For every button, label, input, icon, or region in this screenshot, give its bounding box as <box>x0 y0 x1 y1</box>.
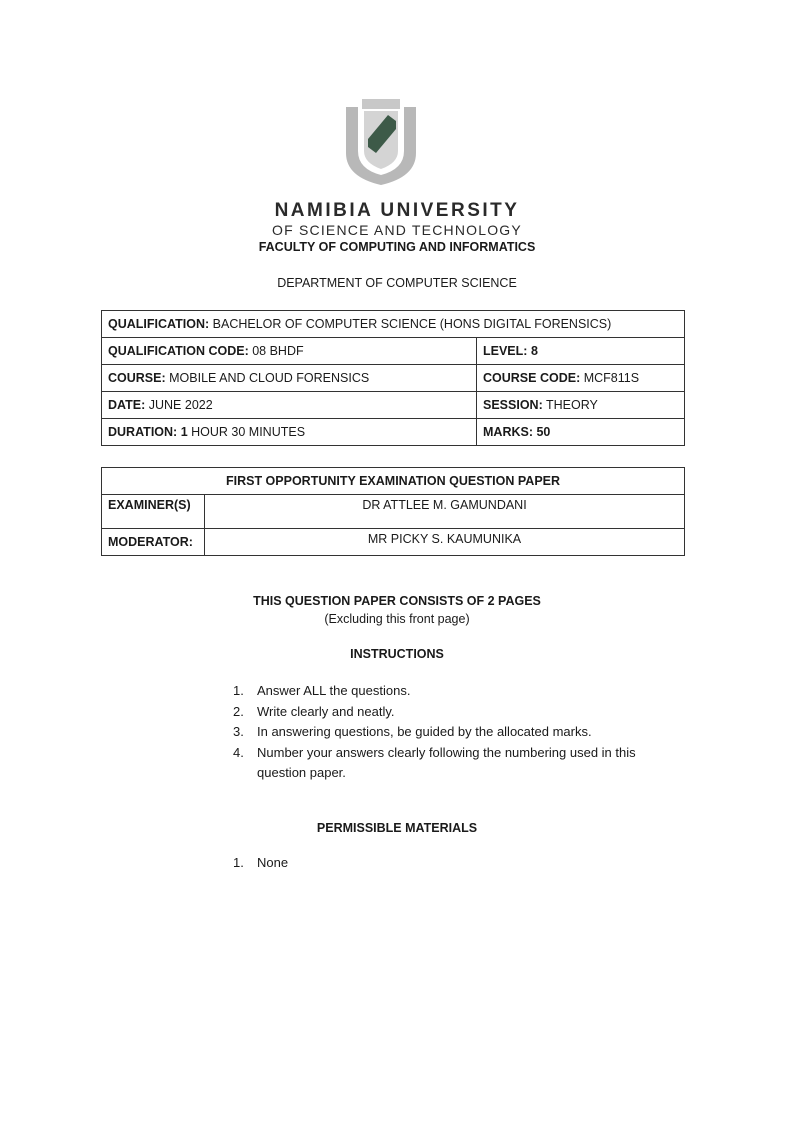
instructions-list <box>233 681 673 784</box>
exam-title: FIRST OPPORTUNITY EXAMINATION QUESTION PAPER <box>102 468 685 495</box>
list-item-text: Number your answers clearly following the numbering used in this question paper. <box>257 744 636 780</box>
list-item-number: 4. <box>233 744 244 760</box>
level-cell <box>477 338 685 365</box>
marks-value: 50 <box>536 425 551 439</box>
qualification-code-cell <box>102 338 477 365</box>
session-label: SESSION: <box>483 398 543 412</box>
duration-value: HOUR 30 MINUTES <box>191 425 306 439</box>
examiner-label: EXAMINER(S) <box>102 495 205 529</box>
pages-excluding-note: (Excluding this front page) <box>324 612 470 626</box>
duration-cell <box>102 419 477 446</box>
table-row <box>102 392 685 419</box>
instructions-heading: INSTRUCTIONS <box>350 647 444 661</box>
moderator-value: MR PICKY S. KAUMUNIKA <box>205 529 685 556</box>
qualification-value: BACHELOR OF COMPUTER SCIENCE (HONS DIGITAL FORENSICS) <box>212 317 612 331</box>
level-label: LEVEL: <box>483 344 528 358</box>
date-cell <box>102 392 477 419</box>
course-code-cell <box>477 365 685 392</box>
list-item-text: In answering questions, be guided by the allocated marks. <box>257 724 592 739</box>
university-subtitle: OF SCIENCE AND TECHNOLOGY <box>272 222 522 238</box>
list-item <box>233 743 673 784</box>
list-item <box>233 722 673 743</box>
table-row <box>102 338 685 365</box>
list-item-number: 1. <box>233 683 244 698</box>
qualification-code-value: 08 BHDF <box>252 344 304 358</box>
pages-note: THIS QUESTION PAPER CONSISTS OF 2 PAGES <box>253 594 541 608</box>
course-label: COURSE: <box>108 371 166 385</box>
qualification-code-label: QUALIFICATION CODE: <box>108 344 249 358</box>
list-item <box>233 702 673 723</box>
list-item-text: Write clearly and neatly. <box>257 703 395 719</box>
table-row <box>102 468 685 495</box>
duration-number: 1 <box>180 425 188 439</box>
table-row <box>102 365 685 392</box>
table-row <box>102 311 685 338</box>
examiner-table <box>101 467 685 556</box>
table-row <box>102 495 685 529</box>
session-value: THEORY <box>546 398 598 412</box>
qualification-label: QUALIFICATION: <box>108 317 210 331</box>
list-item-number: 3. <box>233 724 244 739</box>
nust-shield-logo-icon <box>340 95 422 187</box>
course-cell <box>102 365 477 392</box>
list-item-number: 1. <box>233 855 244 870</box>
date-value: JUNE 2022 <box>148 398 213 412</box>
duration-label: DURATION: <box>108 425 178 439</box>
marks-cell <box>477 419 685 446</box>
list-item-number: 2. <box>233 703 244 719</box>
date-label: DATE: <box>108 398 146 412</box>
course-code-label: COURSE CODE: <box>483 371 581 385</box>
session-cell <box>477 392 685 419</box>
marks-label: MARKS: <box>483 425 533 439</box>
moderator-label: MODERATOR: <box>102 529 205 556</box>
examiner-value: DR ATTLEE M. GAMUNDANI <box>205 495 685 529</box>
table-row <box>102 419 685 446</box>
department-name: DEPARTMENT OF COMPUTER SCIENCE <box>277 276 517 290</box>
permissible-list <box>233 855 288 870</box>
faculty-name: FACULTY OF COMPUTING AND INFORMATICS <box>258 240 536 254</box>
list-item-text: None <box>257 855 289 870</box>
exam-details-table <box>101 310 685 446</box>
list-item <box>233 681 673 702</box>
list-item-text: Answer ALL the questions. <box>257 683 411 698</box>
table-row <box>102 529 685 556</box>
qualification-cell <box>102 311 685 338</box>
permissible-heading: PERMISSIBLE MATERIALS <box>316 821 478 835</box>
course-value: MOBILE AND CLOUD FORENSICS <box>169 371 370 385</box>
level-value: 8 <box>530 344 538 358</box>
university-name: NAMIBIA UNIVERSITY <box>274 200 520 221</box>
university-logo <box>340 95 422 187</box>
course-code-value: MCF811S <box>583 371 640 385</box>
